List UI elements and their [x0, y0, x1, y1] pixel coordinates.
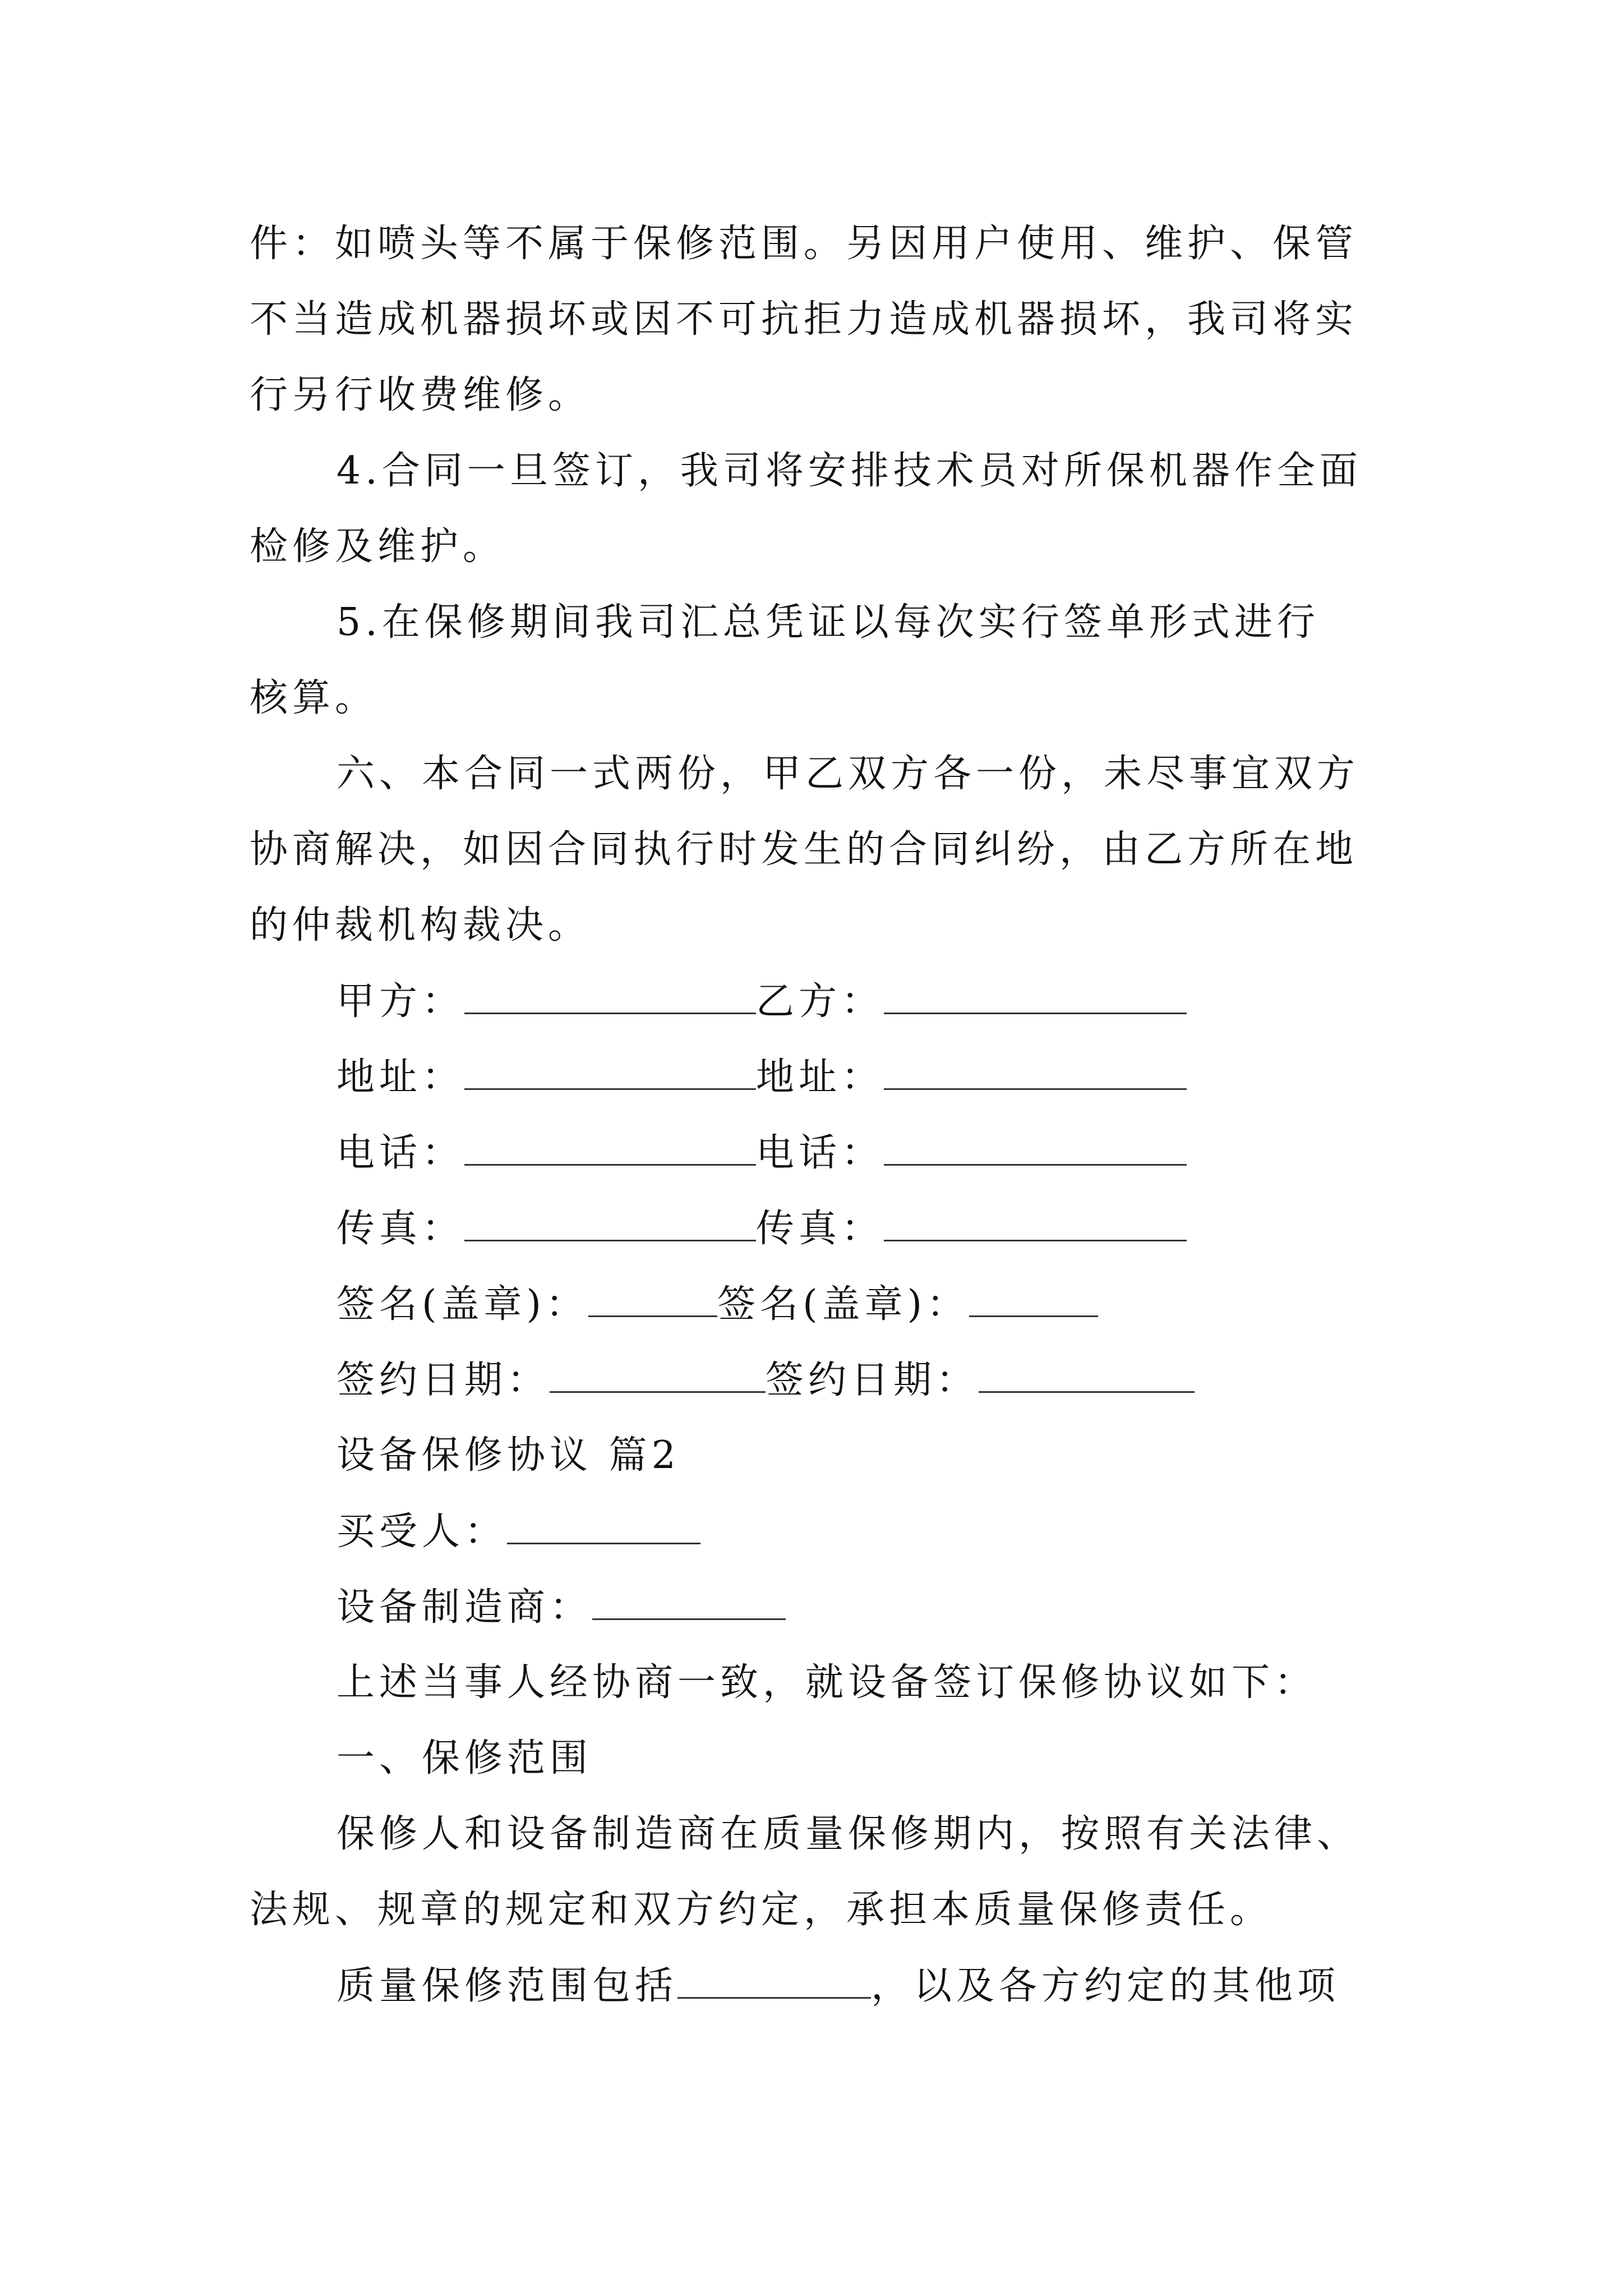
paragraph-line: 检修及维护。 [250, 524, 506, 569]
scope-suffix: ，以及各方约定的其他项 [871, 1964, 1340, 2008]
fax-b-blank[interactable] [884, 1200, 1187, 1241]
fax-b-label: 传真： [756, 1207, 884, 1251]
paragraph-line: 保修人和设备制造商在质量保修期内，按照有关法律、 [336, 1812, 1360, 1856]
seal-a-label: 签名(盖章)： [336, 1282, 589, 1327]
paragraph-line: 六、本合同一式两份，甲乙双方各一份，未尽事宜双方 [336, 752, 1360, 796]
maker-row [336, 1579, 1623, 1635]
signature-row-seal [336, 1276, 1623, 1332]
party-b-blank[interactable] [884, 973, 1187, 1014]
paragraph-line: 行另行收费维修。 [250, 373, 591, 417]
date-a-blank[interactable] [550, 1352, 766, 1393]
phone-b-label: 电话： [756, 1131, 884, 1175]
scope-blank[interactable] [677, 1958, 871, 1999]
address-a-label: 地址： [336, 1055, 465, 1099]
date-a-label: 签约日期： [336, 1358, 550, 1402]
paragraph-line: 核算。 [250, 676, 378, 720]
maker-label: 设备制造商： [336, 1585, 593, 1630]
paragraph-line: 件：如喷头等不属于保修范围。另因用户使用、维护、保管 [250, 222, 1358, 266]
signature-row-phone [336, 1125, 1623, 1181]
heading-scope: 一、保修范围 [336, 1736, 593, 1780]
paragraph-line: 的仲裁机构裁决。 [250, 903, 591, 947]
section-title: 设备保修协议 篇2 [336, 1433, 680, 1478]
date-b-label: 签约日期： [766, 1358, 979, 1402]
buyer-row [336, 1503, 1623, 1559]
date-b-blank[interactable] [979, 1352, 1195, 1393]
seal-b-blank[interactable] [969, 1276, 1098, 1317]
party-b-label: 乙方： [756, 979, 884, 1024]
phone-a-blank[interactable] [464, 1125, 756, 1166]
maker-blank[interactable] [592, 1579, 786, 1620]
seal-b-label: 签名(盖章)： [717, 1282, 970, 1327]
paragraph-line: 法规、规章的规定和双方约定，承担本质量保修责任。 [250, 1888, 1273, 1932]
scope-row [336, 1958, 1623, 2014]
signature-row-fax [336, 1200, 1623, 1257]
address-a-blank[interactable] [464, 1049, 756, 1090]
buyer-label: 买受人： [336, 1510, 508, 1554]
signature-row-party [336, 973, 1623, 1029]
buyer-blank[interactable] [507, 1503, 700, 1544]
phone-b-blank[interactable] [884, 1125, 1187, 1166]
signature-row-date [336, 1352, 1623, 1408]
seal-a-blank[interactable] [588, 1276, 717, 1317]
address-b-blank[interactable] [884, 1049, 1187, 1090]
fax-a-blank[interactable] [464, 1200, 756, 1241]
paragraph-line: 协商解决，如因合同执行时发生的合同纠纷，由乙方所在地 [250, 827, 1358, 872]
address-b-label: 地址： [756, 1055, 884, 1099]
paragraph-line: 不当造成机器损坏或因不可抗拒力造成机器损坏，我司将实 [250, 297, 1358, 342]
intro-line: 上述当事人经协商一致，就设备签订保修协议如下： [336, 1660, 1317, 1705]
phone-a-label: 电话： [336, 1131, 465, 1175]
signature-row-address [336, 1049, 1623, 1105]
party-a-blank[interactable] [464, 973, 756, 1014]
scope-prefix: 质量保修范围包括 [336, 1964, 678, 2008]
paragraph-line: 4.合同一旦签订，我司将安排技术员对所保机器作全面 [336, 449, 1362, 493]
party-a-label: 甲方： [336, 979, 465, 1024]
paragraph-line: 5.在保修期间我司汇总凭证以每次实行签单形式进行 [336, 600, 1320, 645]
fax-a-label: 传真： [336, 1207, 465, 1251]
